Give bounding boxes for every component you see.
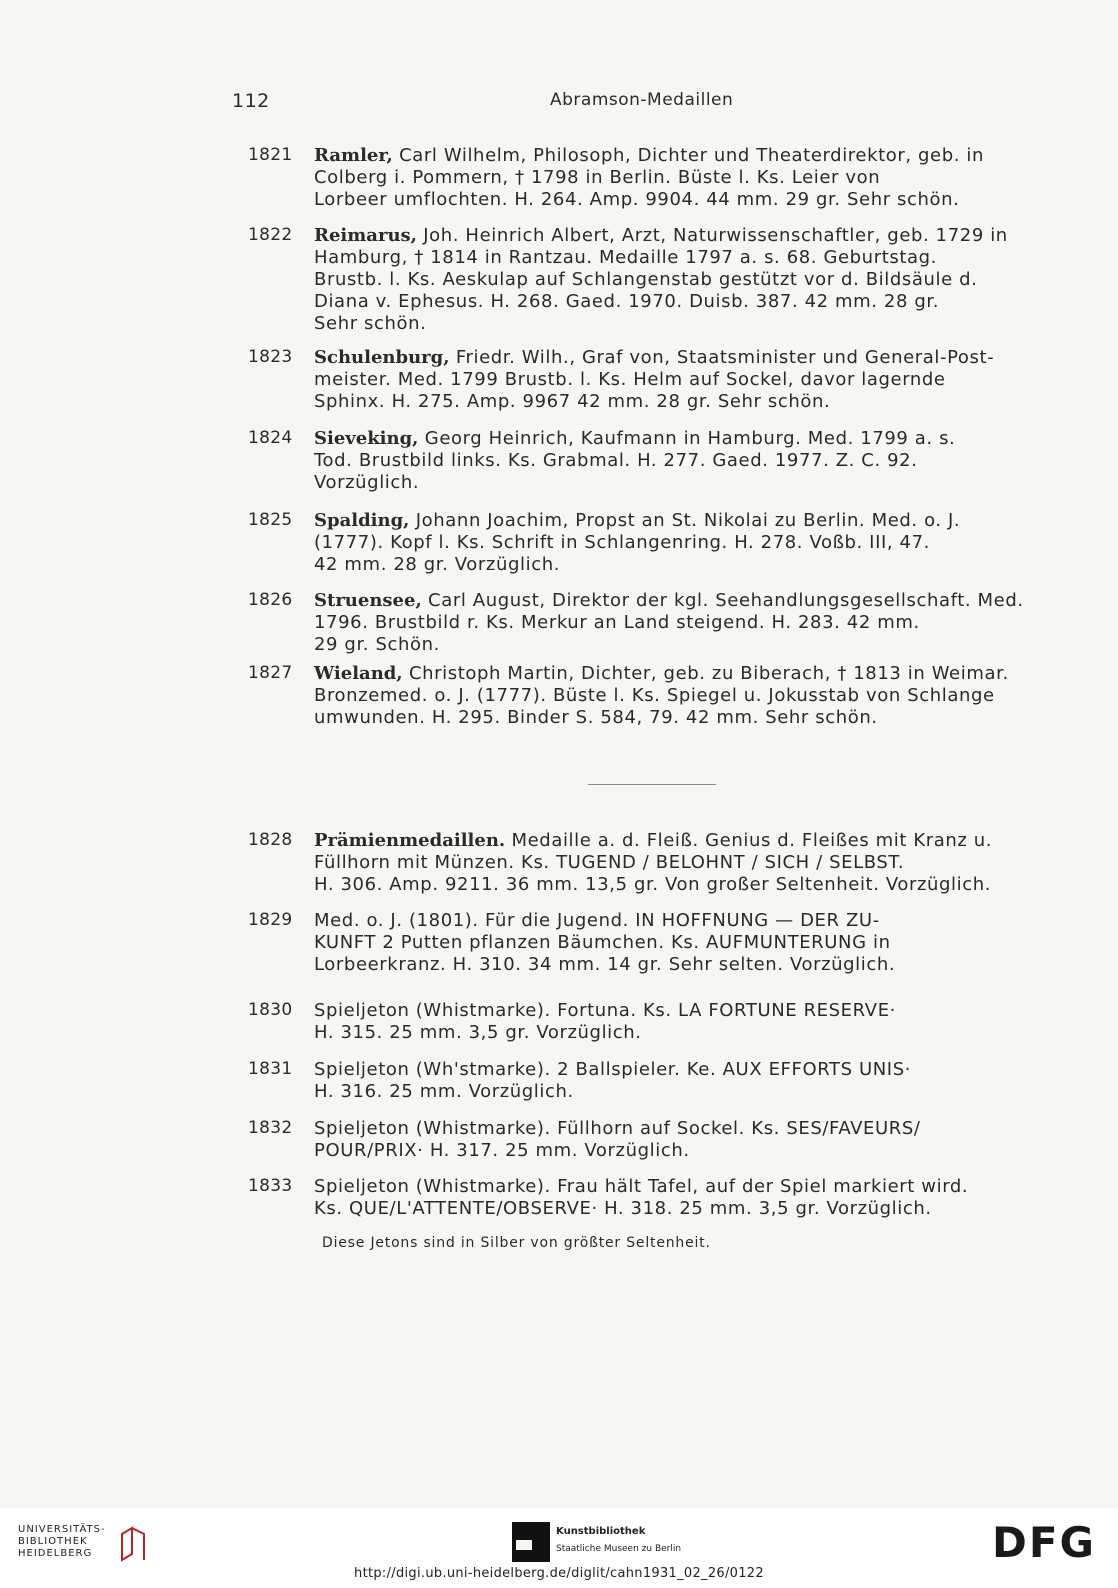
entry-line-text: Christoph Martin, Dichter, geb. zu Biberach, † 1813 in Weimar. <box>402 663 1009 684</box>
entry-number: 1830 <box>248 1000 293 1020</box>
entry-line-text: Carl August, Direktor der kgl. Seehandlungsgesellschaft. Med. <box>421 590 1024 611</box>
entry-line-text: umwunden. H. 295. Binder S. 584, 79. 42 mm. Sehr schön. <box>314 707 878 728</box>
entry-name: Wieland, <box>314 663 403 684</box>
entry-line-text: Spieljeton (Whistmarke). Füllhorn auf Sockel. Ks. SES/FAVEURS/ <box>314 1118 921 1139</box>
entry-line-text: 29 gr. Schön. <box>314 634 440 655</box>
entry-number: 1832 <box>248 1118 293 1138</box>
entry-line <box>314 472 1030 494</box>
entry-line <box>314 269 1030 291</box>
entry-line-text: Spieljeton (Whistmarke). Frau hält Tafel, auf der Spiel markiert wird. <box>314 1176 969 1197</box>
entry-line-text: Füllhorn mit Münzen. Ks. TUGEND / BELOHNT / SICH / SELBST. <box>314 852 905 873</box>
entry-line-text: Spieljeton (Whistmarke). Fortuna. Ks. LA FORTUNE RESERVE· <box>314 1000 896 1021</box>
entry-line-text: Brustb. l. Ks. Aeskulap auf Schlangenstab gestützt vor d. Bildsäule d. <box>314 269 978 290</box>
kunstbibliothek-title: Kunstbibliothek <box>556 1526 646 1537</box>
section-divider <box>588 784 716 785</box>
entry-line-text: Tod. Brustbild links. Ks. Grabmal. H. 277. Gaed. 1977. Z. C. 92. <box>314 450 918 471</box>
running-title: Abramson-Medaillen <box>550 90 734 110</box>
entry-line-text: (1777). Kopf l. Ks. Schrift in Schlangenring. H. 278. Voßb. III, 47. <box>314 532 930 553</box>
ub-logo-icon <box>118 1524 148 1564</box>
dfg-logo[interactable]: DFG <box>992 1518 1097 1567</box>
entry-line <box>314 347 1030 369</box>
entry-number: 1833 <box>248 1176 293 1196</box>
entry-text <box>314 1176 1030 1220</box>
entry-line-text: meister. Med. 1799 Brustb. l. Ks. Helm auf Sockel, davor lagernde <box>314 369 946 390</box>
entry-line <box>314 291 1030 313</box>
entry-line <box>314 954 1030 976</box>
entry-text <box>314 1000 1030 1044</box>
entry-text <box>314 428 1030 494</box>
ub-heidelberg-logo[interactable] <box>18 1524 148 1568</box>
page-number: 112 <box>232 90 270 112</box>
viewer-footer <box>0 1508 1118 1588</box>
entry-number: 1823 <box>248 347 293 367</box>
entry-text <box>314 1118 1030 1162</box>
entry-line-text: Johann Joachim, Propst an St. Nikolai zu Berlin. Med. o. J. <box>409 510 961 531</box>
entry-line-text: Ks. QUE/L'ATTENTE/OBSERVE· H. 318. 25 mm. 3,5 gr. Vorzüglich. <box>314 1198 932 1219</box>
entry-line-text: Diana v. Ephesus. H. 268. Gaed. 1970. Duisb. 387. 42 mm. 28 gr. <box>314 291 940 312</box>
entry-line <box>314 247 1030 269</box>
entry-line <box>314 428 1030 450</box>
entry-line-text: Sphinx. H. 275. Amp. 9967 42 mm. 28 gr. Sehr schön. <box>314 391 831 412</box>
kunstbibliothek-logo[interactable] <box>512 1522 712 1566</box>
entry-line <box>314 1000 1030 1022</box>
entry-text <box>314 347 1030 413</box>
entry-line <box>314 167 1030 189</box>
entry-line-text: Colberg i. Pommern, † 1798 in Berlin. Büste l. Ks. Leier von <box>314 167 881 188</box>
entry-line <box>314 910 1030 932</box>
entry-number: 1822 <box>248 225 293 245</box>
entry-text <box>314 1059 1030 1103</box>
entry-line <box>314 590 1030 612</box>
entry-text <box>314 510 1030 576</box>
entry-line <box>314 510 1030 532</box>
entry-line <box>314 145 1030 167</box>
kunstbibliothek-subtitle: Staatliche Museen zu Berlin <box>556 1544 682 1554</box>
entry-text <box>314 910 1030 976</box>
entry-line-text: Carl Wilhelm, Philosoph, Dichter und Theaterdirektor, geb. in <box>392 145 984 166</box>
entry-line <box>314 1140 1030 1162</box>
entry-line-text: H. 316. 25 mm. Vorzüglich. <box>314 1081 574 1102</box>
entry-line <box>314 1059 1030 1081</box>
entry-line <box>314 225 1030 247</box>
entry-line-text: 42 mm. 28 gr. Vorzüglich. <box>314 554 561 575</box>
entry-number: 1824 <box>248 428 293 448</box>
entry-text <box>314 590 1030 656</box>
entry-line <box>314 450 1030 472</box>
entry-line <box>314 554 1030 576</box>
footnote: Diese Jetons sind in Silber von größter Seltenheit. <box>322 1235 711 1251</box>
entry-line <box>314 1198 1030 1220</box>
entry-text <box>314 145 1030 211</box>
entry-number: 1831 <box>248 1059 293 1079</box>
entry-line-text: Joh. Heinrich Albert, Arzt, Naturwissenschaftler, geb. 1729 in <box>416 225 1008 246</box>
entry-line <box>314 830 1030 852</box>
entry-line <box>314 663 1030 685</box>
entry-number: 1827 <box>248 663 293 683</box>
entry-line-text: Spieljeton (Wh'stmarke). 2 Ballspieler. Ke. AUX EFFORTS UNIS· <box>314 1059 912 1080</box>
entry-name: Prämienmedaillen. <box>314 830 506 851</box>
entry-line-text: Medaille a. d. Fleiß. Genius d. Fleißes mit Kranz u. <box>505 830 993 851</box>
entry-number: 1826 <box>248 590 293 610</box>
entry-line-text: KUNFT 2 Putten pflanzen Bäumchen. Ks. AUFMUNTERUNG in <box>314 932 891 953</box>
entry-line <box>314 707 1030 729</box>
entry-line-text: H. 306. Amp. 9211. 36 mm. 13,5 gr. Von großer Seltenheit. Vorzüglich. <box>314 874 992 895</box>
entry-line-text: 1796. Brustbild r. Ks. Merkur an Land steigend. H. 283. 42 mm. <box>314 612 920 633</box>
entry-text <box>314 663 1030 729</box>
entry-line <box>314 874 1030 896</box>
entry-line-text: Lorbeer umflochten. H. 264. Amp. 9904. 44 mm. 29 gr. Sehr schön. <box>314 189 960 210</box>
entry-line <box>314 612 1030 634</box>
entry-line-text: H. 315. 25 mm. 3,5 gr. Vorzüglich. <box>314 1022 642 1043</box>
entry-name: Schulenburg, <box>314 347 450 368</box>
entry-number: 1829 <box>248 910 293 930</box>
entry-line <box>314 1022 1030 1044</box>
entry-text <box>314 830 1030 896</box>
entry-number: 1821 <box>248 145 293 165</box>
entry-name: Struensee, <box>314 590 422 611</box>
entry-line <box>314 1176 1030 1198</box>
entry-line <box>314 313 1030 335</box>
permalink-url[interactable]: http://digi.ub.uni-heidelberg.de/diglit/cahn1931_02_26/0122 <box>354 1566 764 1581</box>
entry-number: 1828 <box>248 830 293 850</box>
entry-name: Reimarus, <box>314 225 417 246</box>
entry-line <box>314 532 1030 554</box>
kunstbibliothek-icon <box>512 1522 550 1562</box>
entry-number: 1825 <box>248 510 293 530</box>
entry-line <box>314 1118 1030 1140</box>
entry-line <box>314 391 1030 413</box>
ub-heidelberg-label: UNIVERSITÄTS- BIBLIOTHEK HEIDELBERG <box>18 1524 106 1559</box>
entry-text <box>314 225 1030 335</box>
entry-line <box>314 634 1030 656</box>
entry-line-text: Med. o. J. (1801). Für die Jugend. IN HOFFNUNG — DER ZU- <box>314 910 880 931</box>
entry-line <box>314 369 1030 391</box>
entry-line <box>314 189 1030 211</box>
entry-name: Sieveking, <box>314 428 419 449</box>
entry-line-text: POUR/PRIX· H. 317. 25 mm. Vorzüglich. <box>314 1140 690 1161</box>
entry-line-text: Georg Heinrich, Kaufmann in Hamburg. Med. 1799 a. s. <box>418 428 956 449</box>
entry-line-text: Lorbeerkranz. H. 310. 34 mm. 14 gr. Sehr selten. Vorzüglich. <box>314 954 896 975</box>
entry-line <box>314 852 1030 874</box>
entry-name: Spalding, <box>314 510 410 531</box>
entry-line-text: Hamburg, † 1814 in Rantzau. Medaille 1797 a. s. 68. Geburtstag. <box>314 247 937 268</box>
running-header <box>230 88 1030 118</box>
entry-line <box>314 932 1030 954</box>
entry-line-text: Sehr schön. <box>314 313 427 334</box>
entry-line-text: Vorzüglich. <box>314 472 420 493</box>
entry-line-text: Bronzemed. o. J. (1777). Büste l. Ks. Spiegel u. Jokusstab von Schlange <box>314 685 995 706</box>
entry-line-text: Friedr. Wilh., Graf von, Staatsminister und General-Post- <box>449 347 995 368</box>
entry-line <box>314 1081 1030 1103</box>
entry-name: Ramler, <box>314 145 393 166</box>
entry-line <box>314 685 1030 707</box>
